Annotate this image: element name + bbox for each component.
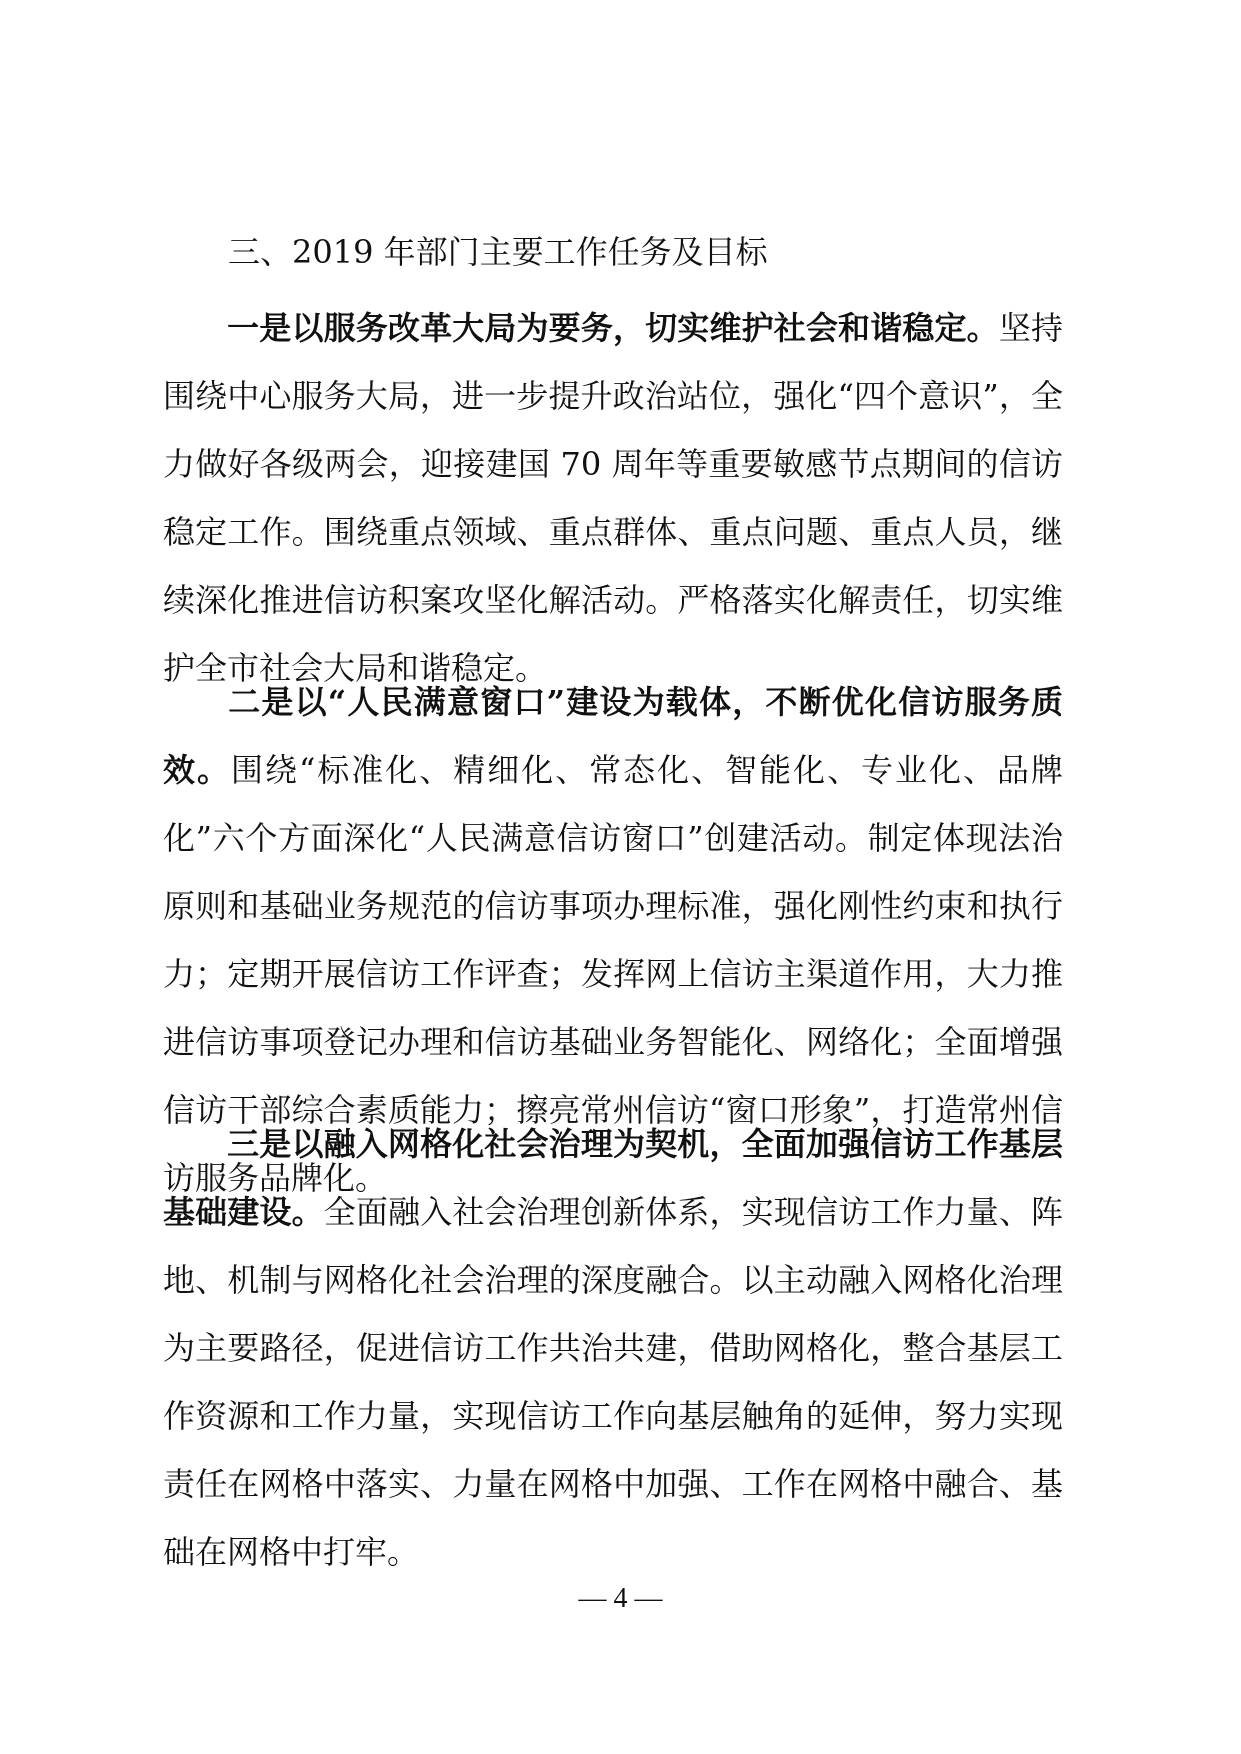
paragraph-3 bbox=[163, 1110, 1063, 1586]
section-heading: 三、2019 年部门主要工作任务及目标 bbox=[228, 233, 768, 271]
paragraph-2-body: 围绕“标准化、精细化、常态化、智能化、专业化、品牌化”六个方面深化“人民满意信访窗口”创建活动。制定体现法治原则和基础业务规范的信访事项办理标准，强化刚性约束和执行力；定期开展信访工作评查；发挥网上信访主渠道作用，大力推进信访事项登记办理和信访基础业务智能化、网络化；全面增强信访干部综合素质能力；擦亮常州信访“窗口形象”，打造常州信访服务品牌化。 bbox=[163, 751, 1063, 1197]
paragraph-1-lead: 一是以服务改革大局为要务，切实维护社会和谐稳定。 bbox=[227, 309, 999, 347]
paragraph-3-body: 全面融入社会治理创新体系，实现信访工作力量、阵地、机制与网格化社会治理的深度融合。以主动融入网格化治理为主要路径，促进信访工作共治共建，借助网格化，整合基层工作资源和工作力量，实现信访工作向基层触角的延伸，努力实现责任在网格中落实、力量在网格中加强、工作在网格中融合、基础在网格中打牢。 bbox=[163, 1193, 1063, 1571]
paragraph-3-lead: 三是以融入网格化社会治理为契机，全面加强信访工作基层基础建设。 bbox=[163, 1125, 1063, 1231]
paragraph-2-lead: 二是以“人民满意窗口”建设为载体，不断优化信访服务质效。 bbox=[163, 683, 1063, 789]
paragraph-1-body: 坚持围绕中心服务大局，进一步提升政治站位，强化“四个意识”，全力做好各级两会，迎接建国 70 周年等重要敏感节点期间的信访稳定工作。围绕重点领域、重点群体、重点问题、重点人员，继续深化推进信访积案攻坚化解活动。严格落实化解责任，切实维护全市社会大局和谐稳定。 bbox=[163, 309, 1063, 687]
page-number: — 4 — bbox=[578, 1583, 663, 1614]
paragraph-1 bbox=[163, 294, 1063, 702]
